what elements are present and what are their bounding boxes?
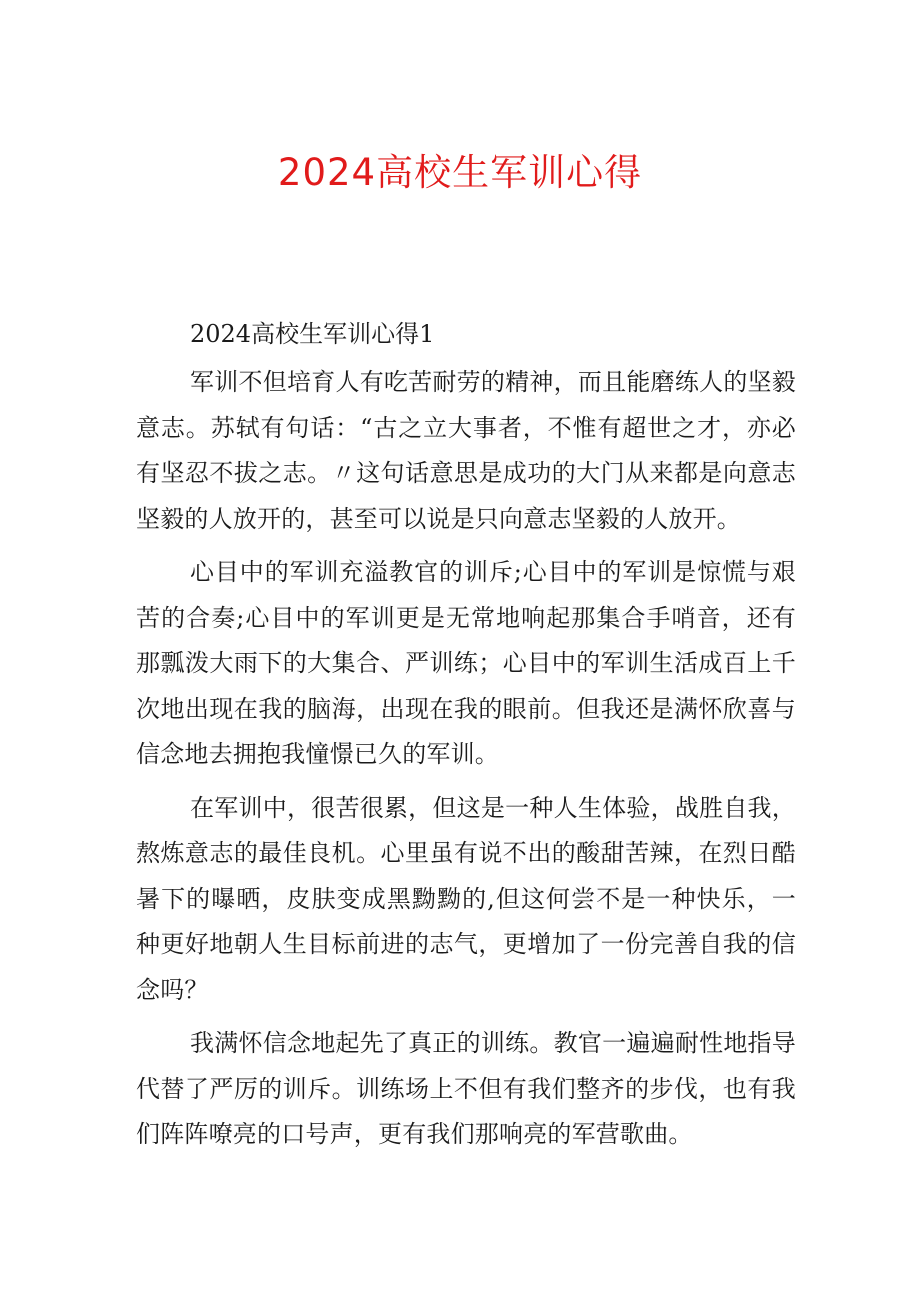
paragraph-1: 军训不但培育人有吃苦耐劳的精神，而且能磨练人的坚毅意志。苏轼有句话：“古之立大事者，不惟有超世之才，亦必有坚忍不拔之志。〃这句话意思是成功的大门从来都是向意志坚毅的人放开的，甚至可以说是只向意志坚毅的人放开。 bbox=[136, 368, 796, 533]
paragraph-2: 心目中的军训充溢教官的训斥;心目中的军训是惊慌与艰苦的合奏;心目中的军训更是无常地响起那集合手哨音，还有那瓢泼大雨下的大集合、严训练；心目中的军训生活成百上千次地出现在我的脑海，出现在我的眼前。但我还是满怀欣喜与信念地去拥抱我憧憬已久的军训。 bbox=[136, 558, 796, 768]
paragraph-4: 我满怀信念地起先了真正的训练。教官一遍遍耐性地指导代替了严厉的训斥。训练场上不但有我们整齐的步伐，也有我们阵阵嘹亮的口号声，更有我们那响亮的军营歌曲。 bbox=[136, 1029, 796, 1148]
document-body bbox=[136, 360, 796, 1166]
document-title: 2024高校生军训心得 bbox=[277, 151, 643, 194]
section-heading: 2024高校生军训心得1 bbox=[190, 320, 435, 348]
paragraph-3: 在军训中，很苦很累，但这是一种人生体验，战胜自我，熬炼意志的最佳良机。心里虽有说不出的酸甜苦辣，在烈日酷暑下的曝晒，皮肤变成黑黝黝的,但这何尝不是一种快乐，一种更好地朝人生目标前进的志气，更增加了一份完善自我的信念吗？ bbox=[136, 793, 796, 1004]
